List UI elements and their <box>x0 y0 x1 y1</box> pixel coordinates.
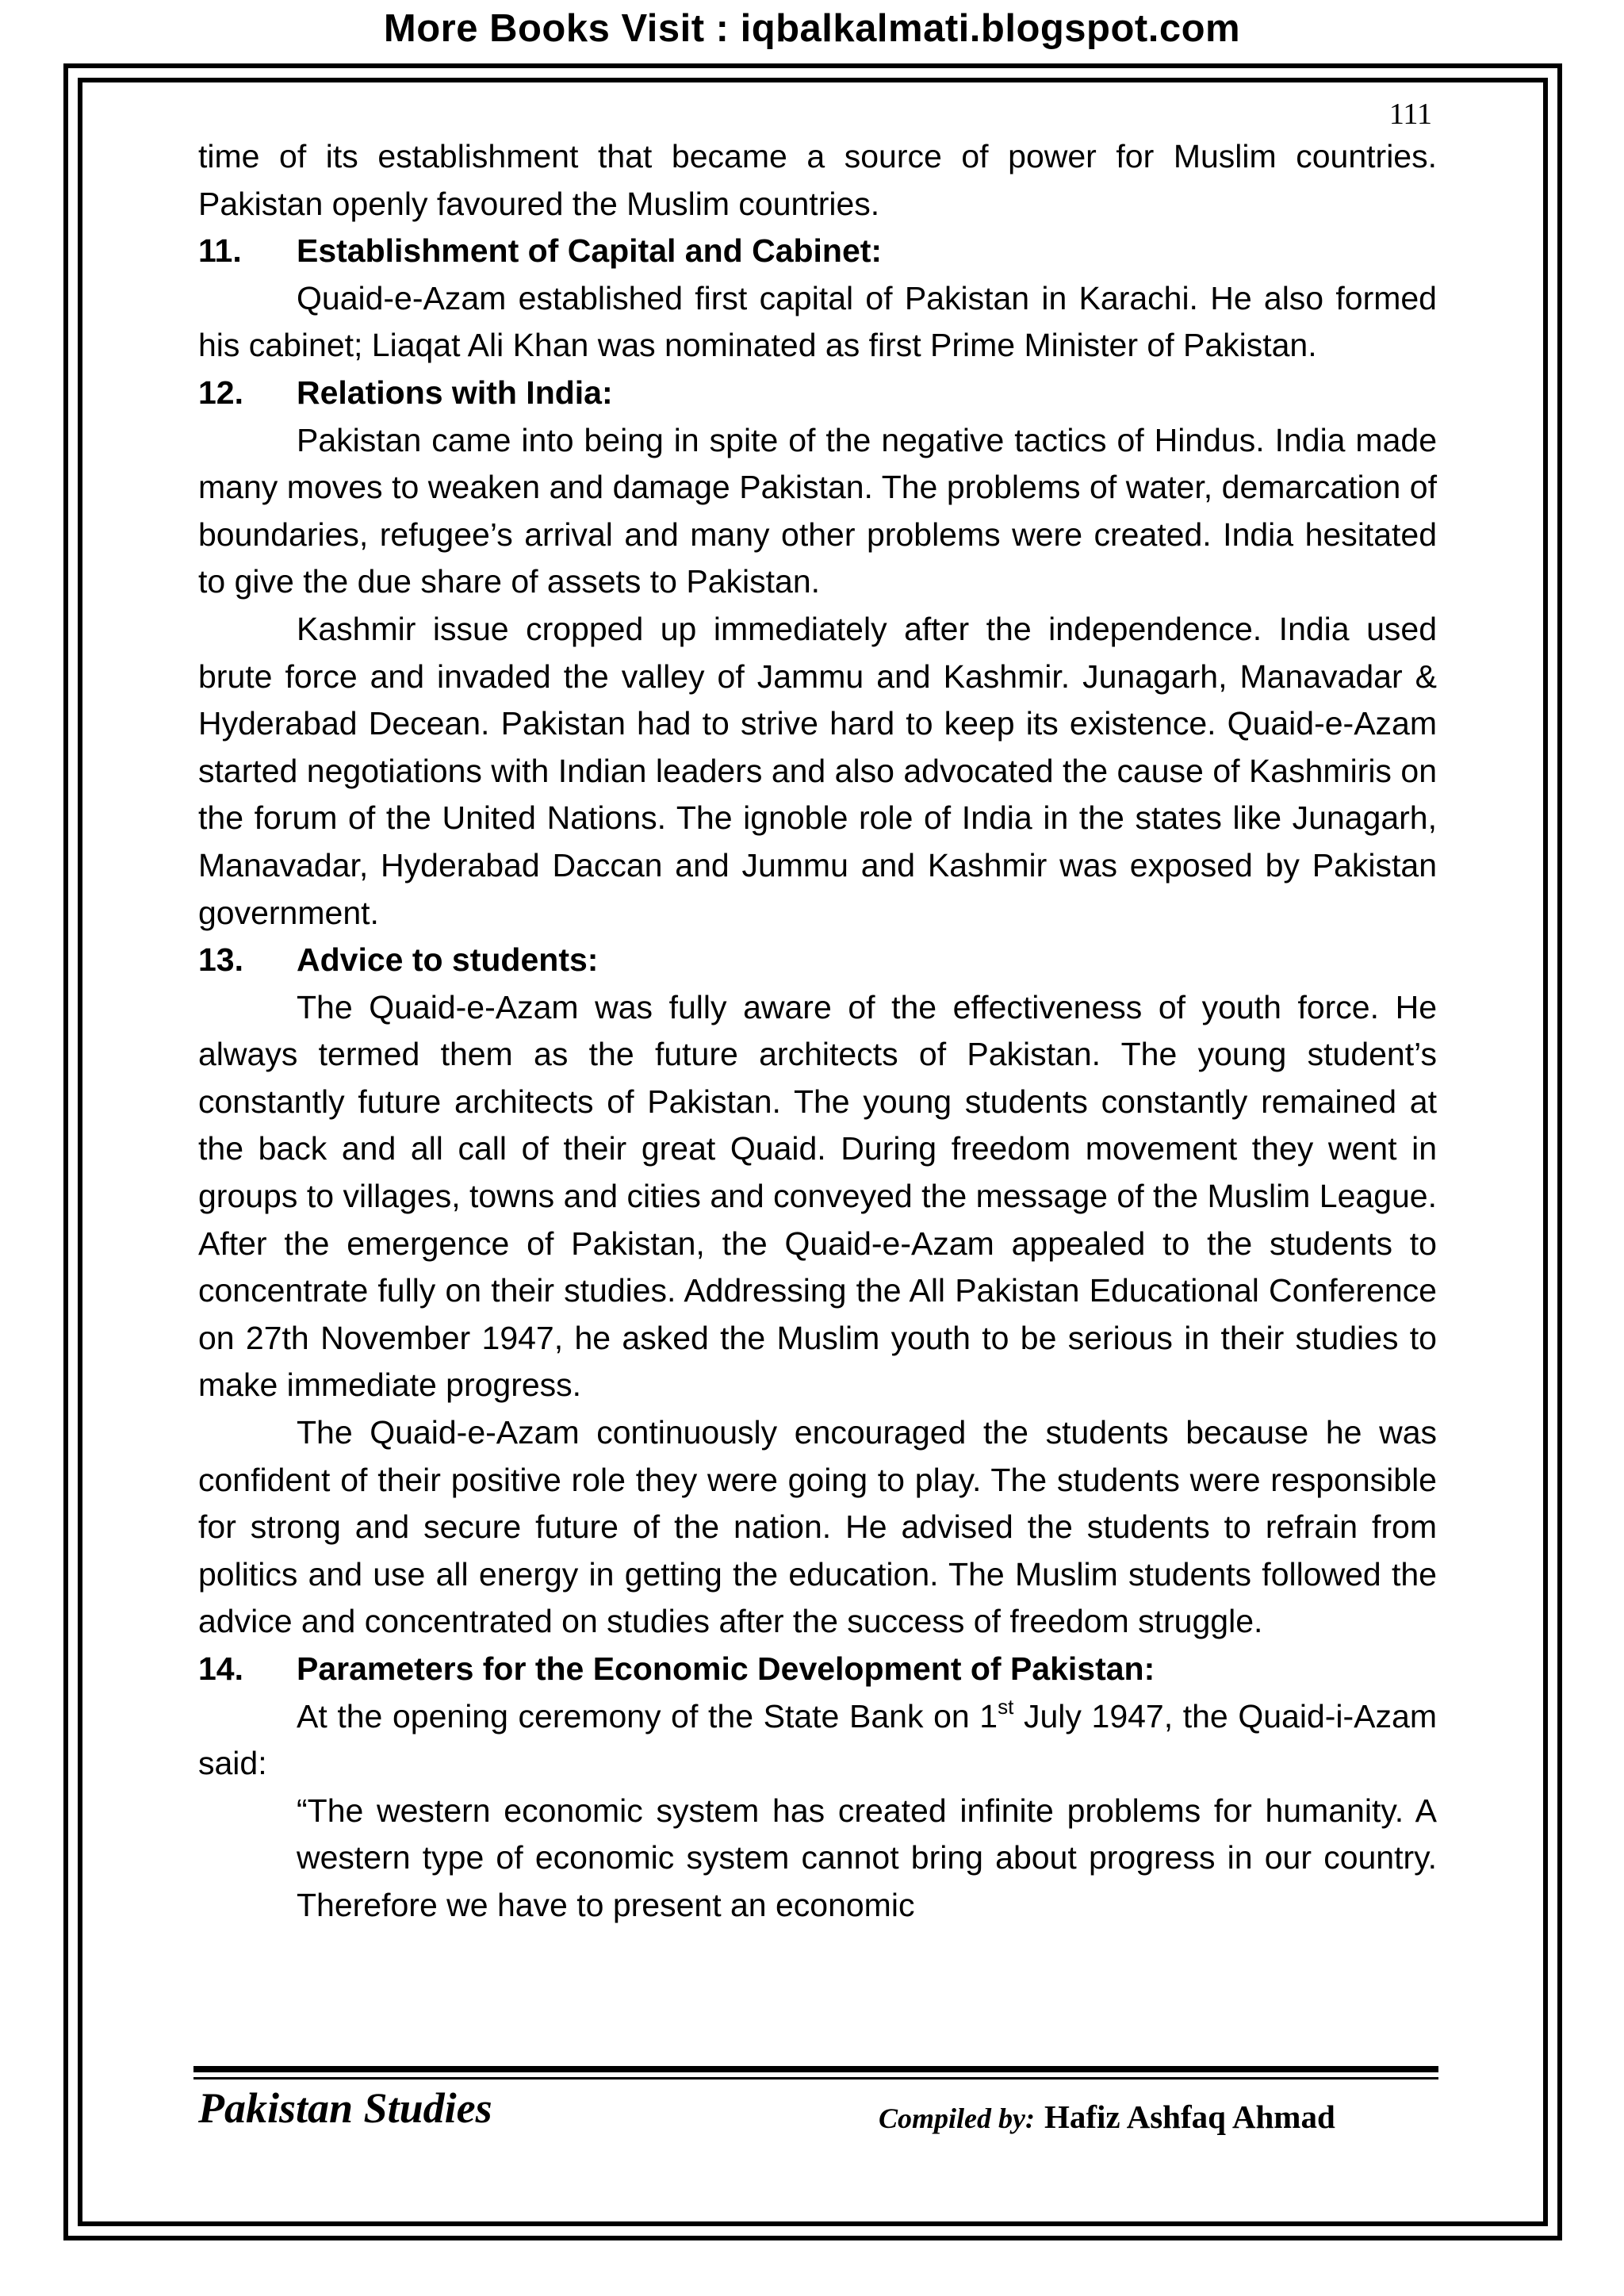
paragraph: Kashmir issue cropped up immediately after the independence. India used brute force and invaded the valley of Jammu and Kashmir. Junagarh, Manavadar & Hyderabad Decean. Pakistan had to strive hard to keep its existence. Quaid-e-Azam started negotiations with Indian leaders and also advocated the cause of Kashmiris on the forum of the United Nations. The ignoble role of India in the states like Junagarh, Manavadar, Hyderabad Daccan and Jummu and Kashmir was exposed by Pakistan government. <box>198 610 1437 931</box>
section-heading-14 <box>198 1646 1437 1693</box>
section-number: 12. <box>198 374 243 411</box>
section-heading-12 <box>198 370 1437 417</box>
page-number: 111 <box>1388 98 1432 131</box>
site-banner: More Books Visit : iqbalkalmati.blogspot.com <box>383 7 1241 50</box>
paragraph-continuation: time of its establishment that became a source of power for Muslim countries. Pakistan openly favoured the Muslim countries. <box>198 138 1437 222</box>
author-name: Hafiz Ashfaq Ahmad <box>1044 2099 1335 2135</box>
superscript-ordinal: st <box>998 1694 1014 1719</box>
section-title: Establishment of Capital and Cabinet: <box>297 232 883 270</box>
paragraph <box>198 1693 1437 1788</box>
footer-book-title: Pakistan Studies <box>198 2084 492 2132</box>
section-number: 13. <box>198 941 243 979</box>
paragraph: Quaid-e-Azam established first capital of Pakistan in Karachi. He also formed his cabinet; Liaqat Ali Khan was nominated as first Prime Minister of Pakistan. <box>198 279 1437 364</box>
paragraph: The Quaid-e-Azam was fully aware of the effectiveness of youth force. He always termed them as the future architects of Pakistan. The young student’s constantly future architects of Pakistan. The young students constantly remained at the back and all call of their great Quaid. During freedom movement they went in groups to villages, towns and cities and conveyed the message of the Muslim League. After the emergence of Pakistan, the Quaid-e-Azam appealed to the students to concentrate fully on their studies. Addressing the All Pakistan Educational Conference on 27th November 1947, he asked the Muslim youth to be serious in their studies to make immediate progress. <box>198 988 1437 1404</box>
footer-rule-thin <box>193 2077 1438 2079</box>
paragraph: Pakistan came into being in spite of the negative tactics of Hindus. India made many moves to weaken and damage Pakistan. The problems of water, demarcation of boundaries, refugee’s arrival and many other problems were created. India hesitated to give the due share of assets to Pakistan. <box>198 421 1437 600</box>
section-number: 11. <box>198 232 242 270</box>
section-heading-11 <box>198 228 1437 275</box>
paragraph-text: At the opening ceremony of the State Bank on 1 <box>297 1697 998 1734</box>
footer-rule-thick <box>193 2066 1438 2072</box>
page-body <box>198 133 1437 1930</box>
section-number: 14. <box>198 1650 243 1687</box>
section-title: Parameters for the Economic Development of Pakistan: <box>297 1650 1155 1687</box>
paragraph: The Quaid-e-Azam continuously encouraged the students because he was confident of their positive role they were going to play. The students were responsible for strong and secure future of the nation. He advised the students to refrain from politics and use all energy in getting the education. The Muslim students followed the advice and concentrated on studies after the success of freedom struggle. <box>198 1414 1437 1640</box>
section-title: Relations with India: <box>297 374 613 411</box>
section-heading-13 <box>198 937 1437 984</box>
section-title: Advice to students: <box>297 941 599 979</box>
paragraph-text: July 1947, the Quaid-i-Azam said: <box>198 1697 1437 1782</box>
footer-credit <box>879 2098 1335 2136</box>
block-quote: “The western economic system has created infinite problems for humanity. A western type of economic system cannot bring about progress in our country. Therefore we have to present an economic <box>297 1792 1437 1923</box>
compiled-by-label: Compiled by: <box>879 2102 1035 2134</box>
